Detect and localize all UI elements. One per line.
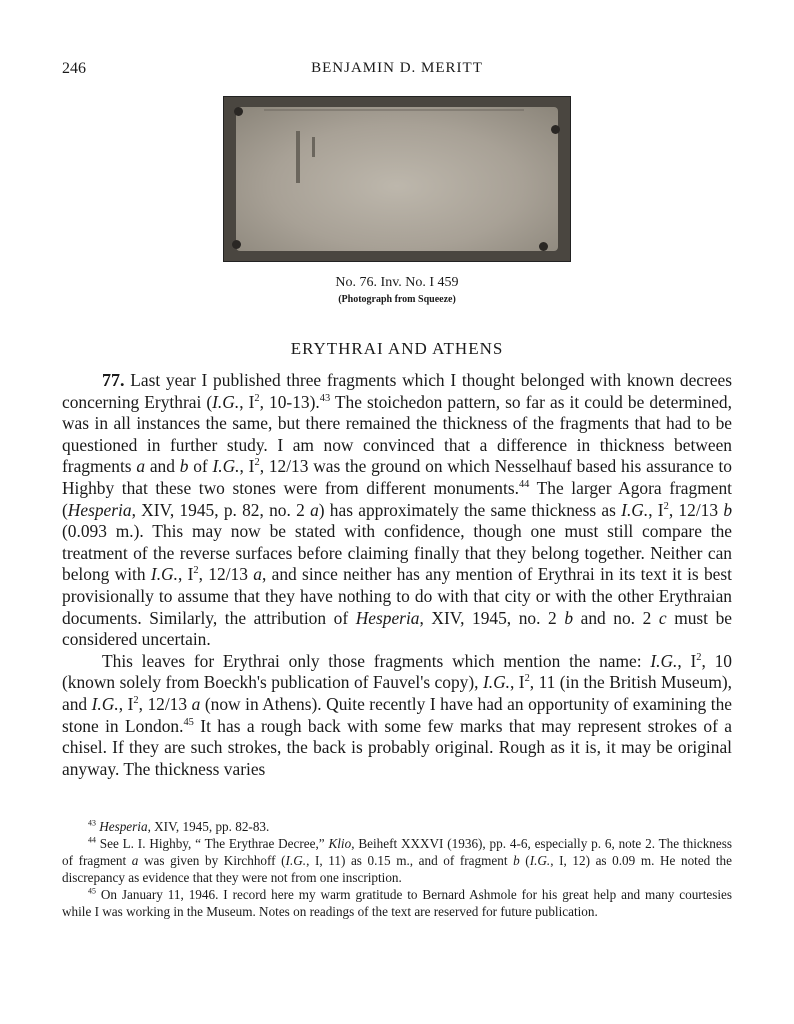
figure-caption: No. 76. Inv. No. I 459	[335, 275, 459, 290]
text-span: a	[131, 853, 139, 868]
pin-icon	[551, 125, 560, 134]
text-span: , I	[239, 456, 255, 477]
text-span: , XIV, 1945, no. 2	[419, 607, 565, 628]
text-span: , I	[509, 672, 525, 693]
text-span: Hesperia	[99, 819, 148, 834]
text-span: of	[188, 456, 213, 477]
squeeze-photograph	[223, 96, 571, 262]
text-span: , I	[118, 693, 134, 714]
text-span: , 12/13 was the ground on which Nesselhauf based his assurance to Highby that these two stones were from different monuments.	[62, 456, 732, 498]
text-span: It has a rough back with some few marks that may represent strokes of a chisel. If they are such strokes, the back is probably original. Rough as it is, it may be original anyway. The thickness varies	[62, 715, 732, 779]
superscript: 2	[524, 673, 530, 685]
squeeze-surface	[236, 107, 558, 251]
main-text	[62, 370, 732, 780]
text-span: I.G.	[212, 456, 240, 477]
footnote-43	[62, 818, 732, 835]
text-span: , I, 12) as 0.09 m. He noted the discrepancy as evidence that they were not from one inscription.	[62, 853, 732, 885]
photo-mark	[264, 109, 524, 111]
text-span: I.G.	[91, 693, 119, 714]
text-span: Last year I published three fragments which I thought belonged with known decrees concerning Erythrai (	[62, 370, 733, 412]
text-span: (now in Athens). Quite recently I have had an opportunity of examining the stone in London.	[62, 693, 732, 736]
text-span: , 10 (known solely from Boeckh's publication of Fauvel's copy),	[62, 650, 732, 693]
footnotes	[62, 818, 732, 920]
text-span: b	[179, 456, 189, 477]
footnote-ref: 44	[518, 479, 530, 491]
text-span: a	[253, 564, 262, 585]
text-span: This leaves for Erythrai only those fragments which mention the name:	[102, 650, 651, 671]
text-span: Klio	[328, 836, 352, 851]
text-span: , XIV, 1945, p. 82, no. 2	[131, 499, 311, 520]
superscript: 2	[133, 695, 139, 707]
text-span: a	[191, 693, 201, 714]
running-head: BENJAMIN D. MERITT	[311, 60, 483, 76]
text-span: Hesperia	[67, 499, 132, 520]
paragraph-number: 77.	[102, 370, 125, 390]
text-span: , Beiheft XXXVI (1936), pp. 4-6, especially p. 6, note 2. The thickness of fragment	[62, 836, 733, 868]
text-span: I.G.	[650, 650, 678, 671]
text-span: , I	[677, 650, 697, 671]
text-span: On January 11, 1946. I record here my warm gratitude to Bernard Ashmole for his great help and many courtesies while I was working in the Museum. Notes on readings of the text are reserved for future publication.	[62, 887, 733, 919]
text-span: I.G.	[212, 391, 240, 412]
text-span: Hesperia	[355, 607, 420, 628]
text-span: , 12/13	[138, 693, 192, 714]
text-span: I.G.	[621, 499, 649, 520]
text-span: I.G.	[482, 672, 510, 693]
text-span: , 12/13	[668, 499, 724, 520]
text-span: was given by Kirchhoff (	[138, 853, 286, 868]
text-span: See L. I. Highby, “ The Erythrae Decree,”	[99, 836, 329, 851]
text-span: , I	[177, 564, 194, 585]
superscript: 2	[696, 651, 702, 663]
text-span: The stoichedon pattern, so far as it could be determined, was in all instances the same, but there remained the thickness of the fragments that had to be questioned in further study. I am now convinced that a difference in thickness between fragments	[62, 391, 732, 477]
text-span: and	[145, 456, 180, 477]
text-span: I.G.	[285, 853, 307, 868]
text-span: and no. 2	[573, 607, 659, 628]
text-span: must be considered uncertain.	[62, 607, 733, 650]
text-span: a	[136, 456, 146, 477]
superscript: 2	[663, 500, 669, 512]
pin-icon	[234, 107, 243, 116]
text-span: b	[564, 607, 574, 628]
text-span: , I	[648, 499, 664, 520]
footnote-45	[62, 886, 732, 920]
footnote-mark: 43	[88, 818, 96, 828]
pin-icon	[539, 242, 548, 251]
figure-subcaption: (Photograph from Squeeze)	[338, 294, 456, 305]
footnote-ref: 45	[183, 716, 194, 728]
footnote-ref: 43	[319, 392, 331, 404]
section-title: ERYTHRAI AND ATHENS	[290, 339, 504, 358]
superscript: 2	[193, 565, 199, 577]
text-span: I.G.	[150, 564, 178, 585]
text-span: , and since neither has any mention of Erythrai in its text it is best provisionally to assume that they have nothing to do with that city or with the other Erythraian documents. Similarly, the attribution of	[62, 564, 732, 628]
superscript: 2	[254, 457, 260, 469]
photo-mark	[296, 131, 300, 183]
paragraph	[62, 651, 732, 781]
footnote-44	[62, 835, 732, 886]
text-span: , 10-13).	[259, 391, 320, 412]
text-span: , I	[239, 391, 255, 412]
footnote-mark: 44	[88, 835, 96, 845]
superscript: 2	[254, 392, 260, 404]
text-span: I.G.	[529, 853, 551, 868]
text-span: The larger Agora fragment (	[62, 477, 732, 520]
text-span: c	[658, 607, 667, 628]
paragraph	[62, 370, 732, 651]
text-span: , I, 11) as 0.15 m., and of fragment	[306, 853, 514, 868]
pin-icon	[232, 240, 241, 249]
text-span: b	[723, 499, 733, 520]
text-span: b	[513, 853, 520, 868]
text-span: , XIV, 1945, pp. 82-83.	[147, 819, 270, 834]
page-number: 246	[62, 60, 86, 77]
page-header	[62, 60, 732, 82]
footnote-mark: 45	[88, 886, 96, 896]
text-span: , 11 (in the British Museum), and	[62, 672, 733, 714]
text-span: (	[519, 853, 530, 868]
text-span: ) has approximately the same thickness as	[318, 499, 622, 520]
text-span: a	[310, 499, 319, 520]
text-span: , 12/13	[198, 564, 254, 585]
photo-mark	[312, 137, 315, 157]
text-span: (0.093 m.). This may now be stated with confidence, though one must still compare the treatment of the reverse surfaces before claiming finally that they belong together. Neither can belong with	[62, 521, 732, 585]
